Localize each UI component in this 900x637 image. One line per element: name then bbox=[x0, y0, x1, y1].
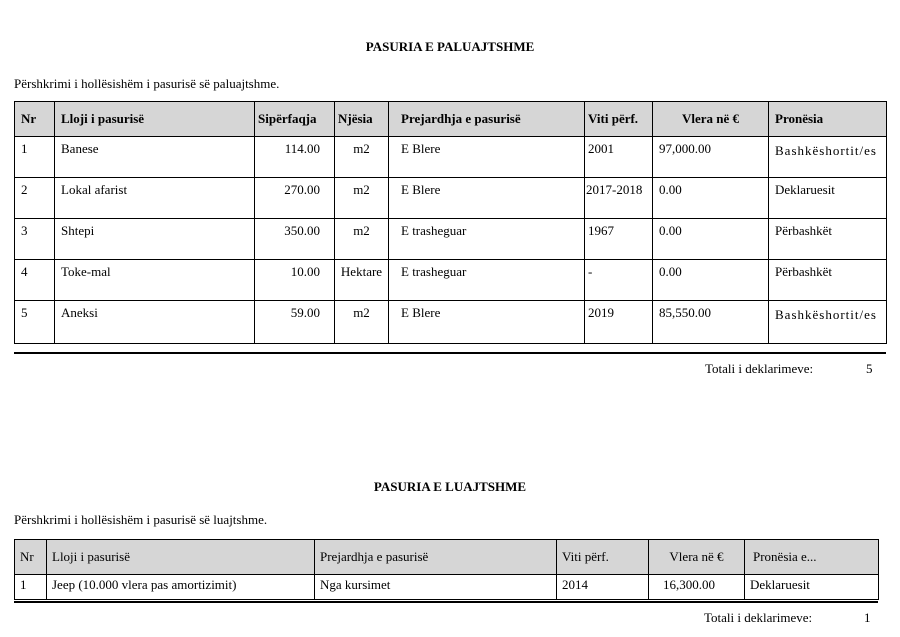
cell-unit: m2 bbox=[335, 178, 389, 219]
cell-ownership: Deklaruesit bbox=[769, 178, 887, 219]
col-header-ownership: Pronësia bbox=[769, 102, 887, 137]
cell-year: 2017-2018 bbox=[585, 178, 653, 219]
col-header-origin: Prejardhja e pasurisë bbox=[389, 102, 585, 137]
cell-origin: E Blere bbox=[389, 178, 585, 219]
cell-ownership: Bashkëshortit/es bbox=[769, 301, 887, 344]
immovable-property-table bbox=[14, 101, 887, 344]
table-row bbox=[15, 301, 887, 344]
cell-area: 10.00 bbox=[255, 260, 335, 301]
cell-ownership: Bashkëshortit/es bbox=[769, 137, 887, 178]
col-header-type: Lloji i pasurisë bbox=[55, 102, 255, 137]
cell-area: 59.00 bbox=[255, 301, 335, 344]
cell-value: 0.00 bbox=[653, 219, 769, 260]
table-bottom-rule bbox=[14, 601, 878, 603]
section2-description: Përshkrimi i hollësishëm i pasurisë së luajtshme. bbox=[14, 512, 268, 527]
cell-value: 0.00 bbox=[653, 260, 769, 301]
cell-area: 270.00 bbox=[255, 178, 335, 219]
cell-area: 350.00 bbox=[255, 219, 335, 260]
col-header-nr: Nr bbox=[15, 540, 47, 575]
cell-nr: 2 bbox=[15, 178, 55, 219]
cell-ownership: Përbashkët bbox=[769, 260, 887, 301]
cell-unit: m2 bbox=[335, 137, 389, 178]
cell-origin: E Blere bbox=[389, 137, 585, 178]
cell-ownership: Përbashkët bbox=[769, 219, 887, 260]
section1-total-label: Totali i deklarimeve: bbox=[705, 361, 814, 376]
table-row bbox=[15, 178, 887, 219]
table-bottom-rule bbox=[14, 352, 886, 354]
cell-unit: Hektare bbox=[335, 260, 389, 301]
cell-nr: 1 bbox=[15, 137, 55, 178]
cell-nr: 5 bbox=[15, 301, 55, 344]
cell-type: Shtepi bbox=[55, 219, 255, 260]
cell-unit: m2 bbox=[335, 219, 389, 260]
cell-value: 0.00 bbox=[653, 178, 769, 219]
cell-nr: 1 bbox=[15, 575, 47, 600]
col-header-nr: Nr bbox=[15, 102, 55, 137]
section2-total-value: 1 bbox=[864, 610, 871, 625]
cell-year: - bbox=[585, 260, 653, 301]
cell-type: Jeep (10.000 vlera pas amortizimit) bbox=[47, 575, 315, 600]
table-row bbox=[15, 219, 887, 260]
cell-year: 2001 bbox=[585, 137, 653, 178]
section1-description: Përshkrimi i hollësishëm i pasurisë së paluajtshme. bbox=[14, 76, 280, 91]
col-header-year: Viti përf. bbox=[585, 102, 653, 137]
table-header-row bbox=[15, 540, 879, 575]
cell-type: Aneksi bbox=[55, 301, 255, 344]
col-header-origin: Prejardhja e pasurisë bbox=[315, 540, 557, 575]
cell-value: 97,000.00 bbox=[653, 137, 769, 178]
table-row bbox=[15, 575, 879, 600]
cell-value: 16,300.00 bbox=[649, 575, 745, 600]
section1-title: PASURIA E PALUAJTSHME bbox=[365, 39, 535, 54]
cell-ownership: Deklaruesit bbox=[745, 575, 879, 600]
col-header-area: Sipërfaqja bbox=[255, 102, 335, 137]
cell-nr: 3 bbox=[15, 219, 55, 260]
cell-year: 2019 bbox=[585, 301, 653, 344]
table-row bbox=[15, 260, 887, 301]
col-header-ownership: Pronësia e... bbox=[745, 540, 879, 575]
col-header-year: Viti përf. bbox=[557, 540, 649, 575]
cell-type: Banese bbox=[55, 137, 255, 178]
cell-origin: E trasheguar bbox=[389, 219, 585, 260]
section1-total-value: 5 bbox=[866, 361, 873, 376]
cell-origin: Nga kursimet bbox=[315, 575, 557, 600]
cell-year: 1967 bbox=[585, 219, 653, 260]
cell-origin: E trasheguar bbox=[389, 260, 585, 301]
col-header-unit: Njësia bbox=[335, 102, 389, 137]
cell-value: 85,550.00 bbox=[653, 301, 769, 344]
col-header-value: Vlera në € bbox=[649, 540, 745, 575]
section2-total-label: Totali i deklarimeve: bbox=[704, 610, 813, 625]
movable-property-table bbox=[14, 539, 879, 600]
cell-area: 114.00 bbox=[255, 137, 335, 178]
cell-type: Lokal afarist bbox=[55, 178, 255, 219]
cell-nr: 4 bbox=[15, 260, 55, 301]
section2-title: PASURIA E LUAJTSHME bbox=[373, 479, 527, 494]
col-header-value: Vlera në € bbox=[653, 102, 769, 137]
cell-origin: E Blere bbox=[389, 301, 585, 344]
cell-type: Toke-mal bbox=[55, 260, 255, 301]
table-row bbox=[15, 137, 887, 178]
table-header-row bbox=[15, 102, 887, 137]
col-header-type: Lloji i pasurisë bbox=[47, 540, 315, 575]
cell-year: 2014 bbox=[557, 575, 649, 600]
cell-unit: m2 bbox=[335, 301, 389, 344]
